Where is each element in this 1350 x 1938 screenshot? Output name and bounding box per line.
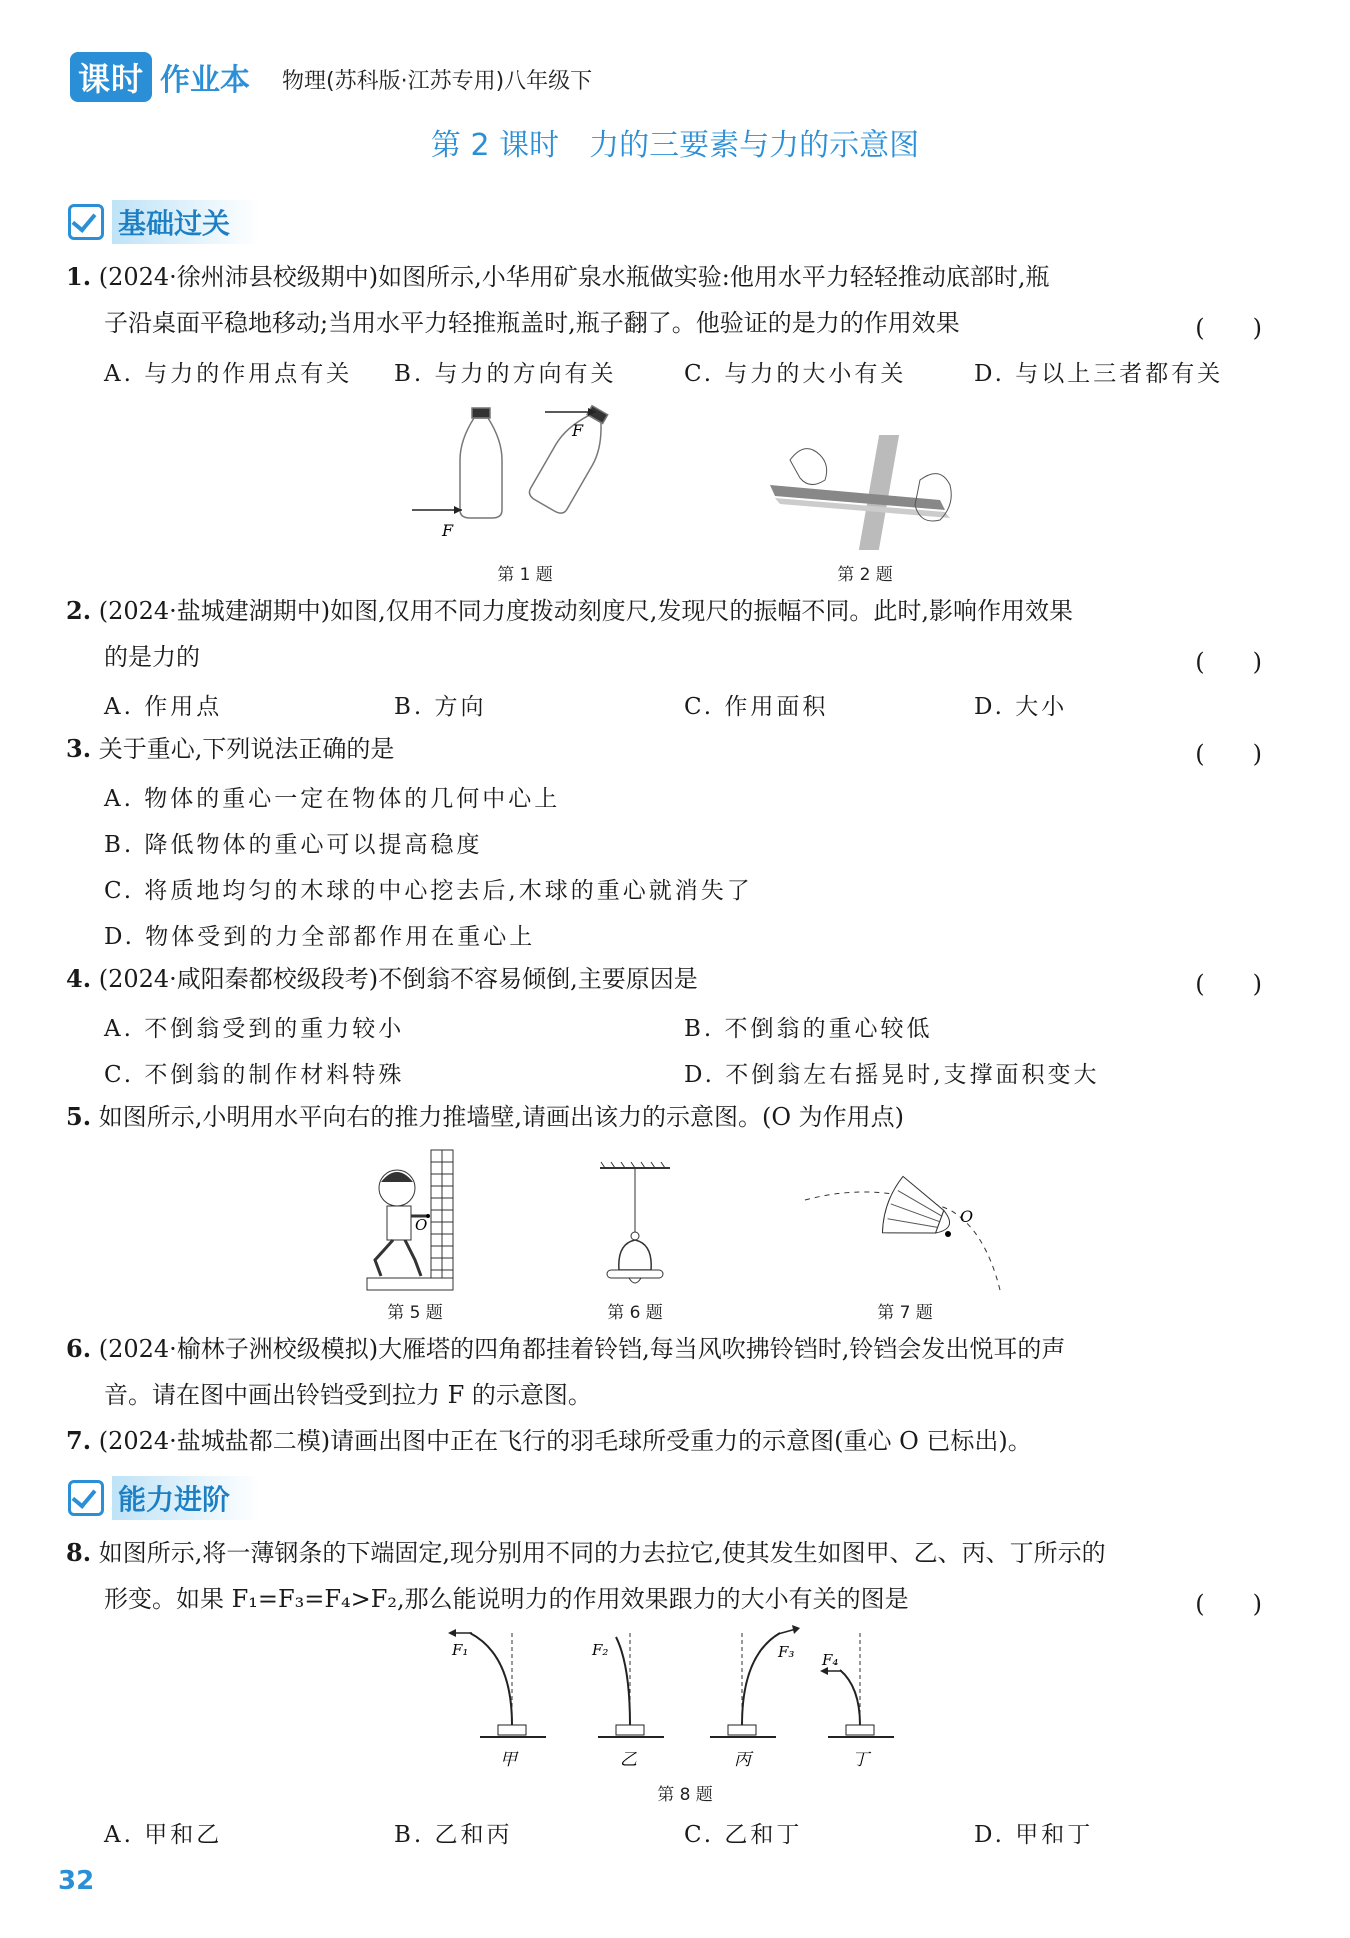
q4-option-b: B. 不倒翁的重心较低: [684, 1016, 933, 1042]
q1-text2: 子沿桌面平稳地移动;当用水平力轻推瓶盖时,瓶子翻了。他验证的是力的作用效果: [104, 309, 960, 337]
q1-line1: [66, 262, 1049, 292]
checkbox-icon: [68, 204, 104, 240]
q1-option-b: B. 与力的方向有关: [394, 361, 617, 387]
fig1-force-label-top: F: [572, 421, 584, 440]
f1-label: F₁: [452, 1641, 469, 1659]
q8-text2: 形变。如果 F₁=F₃=F₄>F₂,那么能说明力的作用效果跟力的大小有关的图是: [104, 1585, 909, 1613]
q3-answer-paren: ( ): [1195, 740, 1262, 768]
f4-label: F₄: [822, 1651, 839, 1669]
q2-option-d: D. 大小: [974, 694, 1068, 720]
q6-text2: 音。请在图中画出铃铛受到拉力 F 的示意图。: [104, 1381, 592, 1409]
fig5-wall-figure: [365, 1148, 465, 1298]
q4-option-c: C. 不倒翁的制作材料特殊: [104, 1062, 405, 1088]
q5-line1: [66, 1102, 904, 1132]
q8-option-b: B. 乙和丙: [394, 1822, 513, 1848]
q8-line1: [66, 1538, 1106, 1568]
q1-option-c: C. 与力的大小有关: [684, 361, 907, 387]
q6-number: 6.: [66, 1334, 92, 1363]
q3-text1: 关于重心,下列说法正确的是: [98, 735, 395, 763]
q7-number: 7.: [66, 1426, 92, 1455]
panel-jia-label: 甲: [500, 1750, 517, 1770]
q3-number: 3.: [66, 734, 92, 763]
q3-line1: [66, 734, 394, 764]
q6-line1: [66, 1334, 1065, 1364]
fig7-caption: 第 7 题: [877, 1303, 933, 1323]
book-logo: [70, 52, 250, 102]
logo-text: 作业本: [160, 63, 251, 98]
q3-option-a: A. 物体的重心一定在物体的几何中心上: [104, 786, 561, 812]
q1-option-a: A. 与力的作用点有关: [104, 361, 353, 387]
q2-text2: 的是力的: [104, 643, 200, 671]
q8-answer-paren: ( ): [1195, 1590, 1262, 1618]
panel-ding-label: 丁: [852, 1750, 869, 1770]
fig2-caption: 第 2 题: [837, 565, 893, 585]
fig1-force-label-bottom: F: [442, 521, 454, 540]
q6-text1: (2024·榆林子洲校级模拟)大雁塔的四角都挂着铃铛,每当风吹拂铃铛时,铃铛会发出悦耳的声: [98, 1335, 1066, 1363]
q8-option-c: C. 乙和丁: [684, 1822, 803, 1848]
q5-text1: 如图所示,小明用水平向右的推力推墙壁,请画出该力的示意图。(O 为作用点): [98, 1103, 904, 1131]
lesson-title: 第 2 课时 力的三要素与力的示意图: [430, 128, 920, 163]
fig2-ruler-figure: [770, 430, 970, 555]
pencil-box-icon: [68, 1480, 104, 1516]
q1-answer-paren: ( ): [1195, 314, 1262, 342]
q8-text1: 如图所示,将一薄钢条的下端固定,现分别用不同的力去拉它,使其发生如图甲、乙、丙、丁所示的: [98, 1539, 1106, 1567]
panel-yi-label: 乙: [620, 1750, 637, 1770]
tipping-bottle: [527, 400, 618, 516]
fig5-point-label: O: [415, 1216, 428, 1234]
q7-text1: (2024·盐城盐都二模)请画出图中正在飞行的羽毛球所受重力的示意图(重心 O 已标出)。: [98, 1427, 1032, 1455]
page-number: 32: [58, 1866, 95, 1896]
f2-label: F₂: [592, 1641, 609, 1659]
panel-yi: [591, 1633, 664, 1770]
fig1-bottle-figure: [400, 400, 650, 550]
upright-bottle: [460, 408, 502, 518]
q2-answer-paren: ( ): [1195, 648, 1262, 676]
q4-option-d: D. 不倒翁左右摇晃时,支撑面积变大: [684, 1062, 1100, 1088]
q7-line1: [66, 1426, 1032, 1456]
section-advanced-label: 能力进阶: [112, 1476, 260, 1520]
fig7-shuttlecock-figure: [800, 1160, 1010, 1295]
q4-answer-paren: ( ): [1195, 970, 1262, 998]
q8-option-a: A. 甲和乙: [104, 1822, 223, 1848]
q2-number: 2.: [66, 596, 92, 625]
q2-option-b: B. 方向: [394, 694, 487, 720]
f3-label: F₃: [778, 1643, 795, 1661]
fig8-caption: 第 8 题: [657, 1785, 713, 1805]
q3-option-b: B. 降低物体的重心可以提高稳度: [104, 832, 483, 858]
q5-number: 5.: [66, 1102, 92, 1131]
fig5-caption: 第 5 题: [387, 1303, 443, 1323]
q8-option-d: D. 甲和丁: [974, 1822, 1094, 1848]
section-advanced-header: [68, 1476, 260, 1520]
q2-option-c: C. 作用面积: [684, 694, 829, 720]
q4-number: 4.: [66, 964, 92, 993]
q1-number: 1.: [66, 262, 92, 291]
q2-option-a: A. 作用点: [104, 694, 223, 720]
fig8-steel-strip-figure: [440, 1625, 920, 1780]
q1-text1: (2024·徐州沛县校级期中)如图所示,小华用矿泉水瓶做实验:他用水平力轻轻推动底部时,瓶: [98, 263, 1050, 291]
q8-number: 8.: [66, 1538, 92, 1567]
q3-option-c: C. 将质地均匀的木球的中心挖去后,木球的重心就消失了: [104, 878, 753, 904]
q4-line1: [66, 964, 698, 994]
section-basic-label: 基础过关: [112, 200, 260, 244]
fig6-bell-figure: [595, 1160, 675, 1295]
fig1-caption: 第 1 题: [497, 565, 553, 585]
logo-boxed-text: 课时: [70, 52, 152, 102]
q2-text1: (2024·盐城建湖期中)如图,仅用不同力度拨动刻度尺,发现尺的振幅不同。此时,影响作用效果: [98, 597, 1074, 625]
book-subtitle: 物理(苏科版·江苏专用)八年级下: [282, 69, 593, 94]
panel-bing: [710, 1625, 800, 1770]
panel-jia: [448, 1629, 546, 1770]
q4-text1: (2024·咸阳秦都校级段考)不倒翁不容易倾倒,主要原因是: [98, 965, 698, 993]
q2-line1: [66, 596, 1073, 626]
q4-option-a: A. 不倒翁受到的重力较小: [104, 1016, 405, 1042]
fig6-caption: 第 6 题: [607, 1303, 663, 1323]
panel-bing-label: 丙: [734, 1750, 751, 1770]
q1-option-d: D. 与以上三者都有关: [974, 361, 1224, 387]
fig7-point-label: O: [960, 1207, 974, 1226]
section-basic-header: [68, 200, 260, 244]
q3-option-d: D. 物体受到的力全部都作用在重心上: [104, 924, 536, 950]
panel-ding: [820, 1633, 894, 1770]
